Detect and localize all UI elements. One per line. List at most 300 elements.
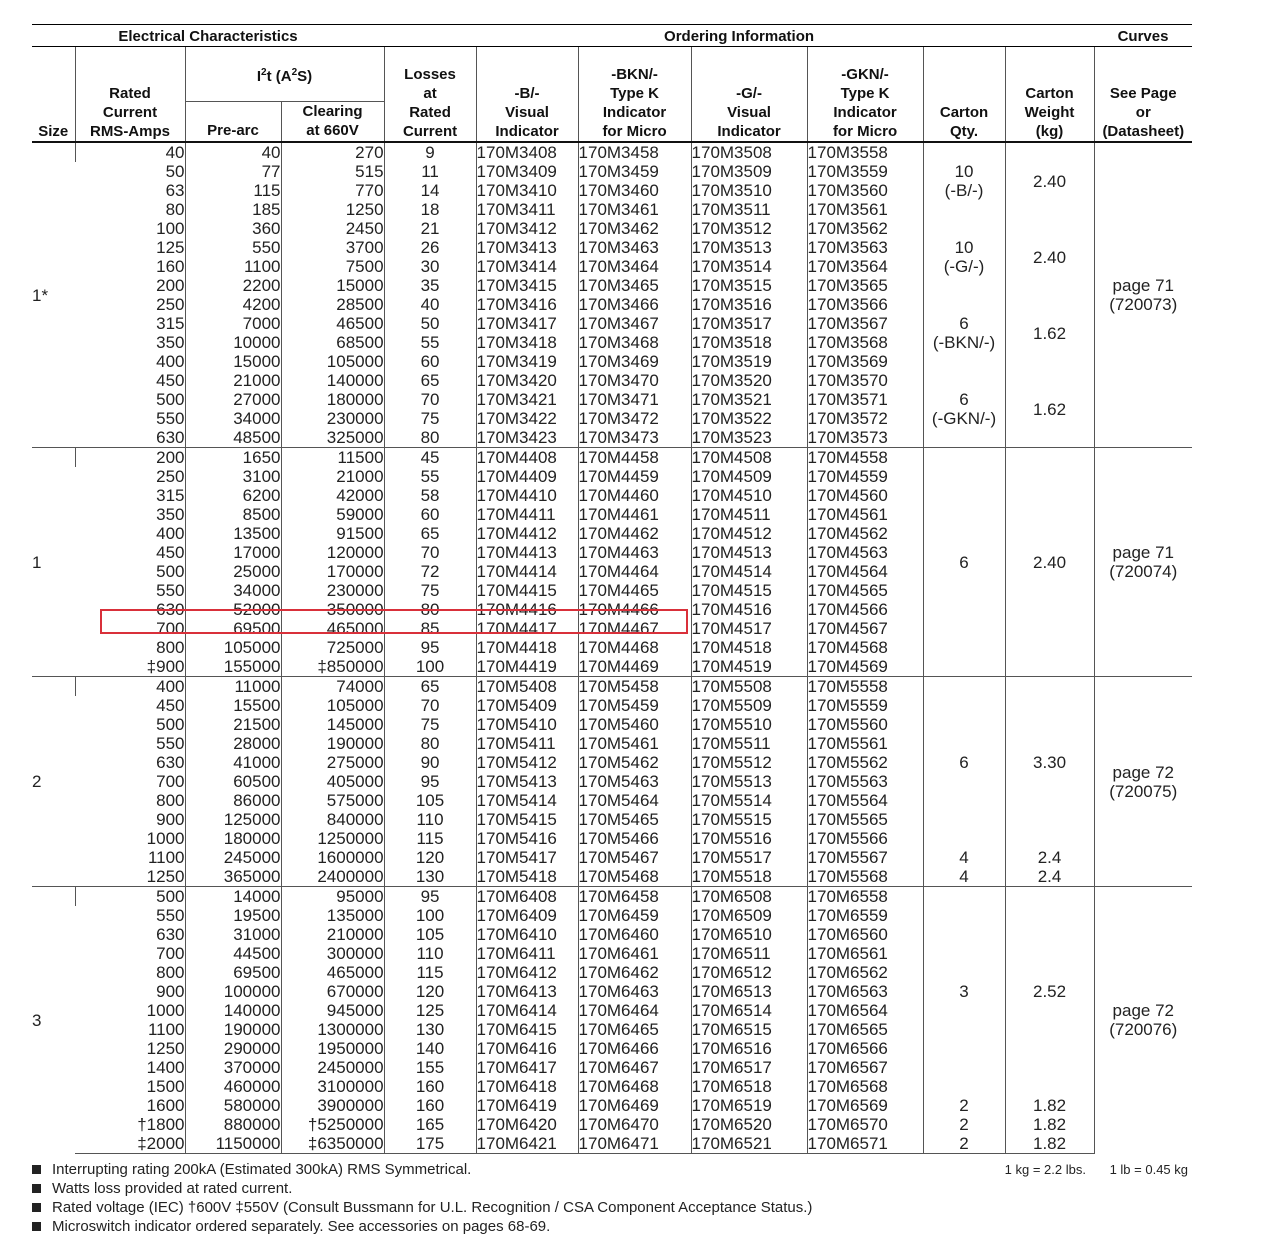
losses-cell: 30 xyxy=(384,257,476,276)
gkn-part-number: 170M4561 xyxy=(807,505,923,524)
carton-qty-cell: 2 xyxy=(923,1115,1005,1134)
b-part-number: 170M3415 xyxy=(476,276,578,295)
g-part-number: 170M3515 xyxy=(691,276,807,295)
g-part-number: 170M4519 xyxy=(691,657,807,677)
rated-current-cell: 250 xyxy=(156,467,185,486)
rated-current-cell: 63 xyxy=(165,181,185,200)
size-cell: 2 xyxy=(32,677,75,887)
gkn-part-number: 170M3566 xyxy=(807,295,923,314)
g-part-number: 170M5510 xyxy=(691,715,807,734)
g-part-number: 170M3517 xyxy=(691,314,807,333)
carton-qty-cell: 6 (-GKN/-) xyxy=(923,371,1005,448)
g-part-number: 170M3518 xyxy=(691,333,807,352)
rated-current-cell: 400 xyxy=(156,524,185,543)
ordering-information-header: Ordering Information xyxy=(384,25,1094,47)
pre-arc-cell: 3100 xyxy=(185,467,281,486)
pre-arc-cell: 360 xyxy=(185,219,281,238)
rated-current-cell: 200 xyxy=(75,448,185,468)
pre-arc-cell: 17000 xyxy=(185,543,281,562)
clearing-cell: 405000 xyxy=(281,772,384,791)
clearing-column-header: Clearing at 660V xyxy=(281,102,384,143)
bkn-part-number: 170M3463 xyxy=(578,238,691,257)
losses-cell: 70 xyxy=(384,390,476,409)
unit-conversions xyxy=(985,1160,1188,1179)
g-part-number: 170M4510 xyxy=(691,486,807,505)
bkn-part-number: 170M6461 xyxy=(578,944,691,963)
b-part-number: 170M4414 xyxy=(476,562,578,581)
rated-current-cell: 500 xyxy=(156,715,185,734)
clearing-cell: 350000 xyxy=(281,600,384,619)
losses-cell: 75 xyxy=(384,581,476,600)
bkn-part-number: 170M5464 xyxy=(578,791,691,810)
losses-cell: 65 xyxy=(384,677,476,697)
rated-current-cell: ‡2000 xyxy=(75,1134,185,1154)
clearing-cell: 325000 xyxy=(281,428,384,448)
b-part-number: 170M3413 xyxy=(476,238,578,257)
size-cell: 1* xyxy=(32,285,49,305)
g-part-number: 170M6516 xyxy=(691,1039,807,1058)
clearing-cell: 1600000 xyxy=(281,848,384,867)
losses-column-header: Losses at Rated Current xyxy=(384,47,476,143)
pre-arc-cell: 31000 xyxy=(185,925,281,944)
g-part-number: 170M4515 xyxy=(691,581,807,600)
gkn-part-number: 170M4567 xyxy=(807,619,923,638)
bkn-part-number: 170M5465 xyxy=(578,810,691,829)
gkn-part-number: 170M4562 xyxy=(807,524,923,543)
bkn-part-number: 170M4466 xyxy=(578,600,691,619)
rated-current-cell: 40 xyxy=(75,142,185,162)
bkn-type-k-column-header: -BKN/- Type K Indicator for Micro xyxy=(578,47,691,143)
clearing-cell: 2450000 xyxy=(281,1058,384,1077)
gkn-part-number: 170M4559 xyxy=(807,467,923,486)
carton-qty-cell: 2 xyxy=(923,1096,1005,1115)
b-part-number: 170M3422 xyxy=(476,409,578,428)
losses-cell: 110 xyxy=(384,810,476,829)
table-row xyxy=(32,677,1192,697)
bkn-part-number: 170M3468 xyxy=(578,333,691,352)
pre-arc-cell: 2200 xyxy=(185,276,281,295)
b-part-number: 170M6416 xyxy=(476,1039,578,1058)
losses-cell: 70 xyxy=(384,543,476,562)
table-row xyxy=(32,867,1192,887)
losses-cell: 60 xyxy=(384,505,476,524)
rated-current-cell: 900 xyxy=(156,982,185,1001)
pre-arc-cell: 6200 xyxy=(185,486,281,505)
losses-cell: 125 xyxy=(384,1001,476,1020)
bkn-part-number: 170M3470 xyxy=(578,371,691,390)
gkn-part-number: 170M3562 xyxy=(807,219,923,238)
pre-arc-cell: 34000 xyxy=(185,581,281,600)
b-part-number: 170M6412 xyxy=(476,963,578,982)
bkn-part-number: 170M3466 xyxy=(578,295,691,314)
g-part-number: 170M6518 xyxy=(691,1077,807,1096)
clearing-cell: 135000 xyxy=(281,906,384,925)
carton-qty-cell: 4 xyxy=(923,848,1005,867)
rated-current-cell: 450 xyxy=(156,543,185,562)
pre-arc-cell: 125000 xyxy=(185,810,281,829)
pre-arc-cell: 1100 xyxy=(185,257,281,276)
pre-arc-cell: 40 xyxy=(185,142,281,162)
losses-cell: 11 xyxy=(384,162,476,181)
pre-arc-cell: 1150000 xyxy=(185,1134,281,1154)
gkn-part-number: 170M5564 xyxy=(807,791,923,810)
clearing-cell: 770 xyxy=(281,181,384,200)
carton-weight-cell: 2.40 xyxy=(1005,448,1094,677)
b-part-number: 170M4411 xyxy=(476,505,578,524)
curve-page-cell: page 71 (720073) xyxy=(1094,142,1192,448)
losses-cell: 65 xyxy=(384,371,476,390)
rated-current-cell: 315 xyxy=(156,314,185,333)
g-part-number: 170M6519 xyxy=(691,1096,807,1115)
carton-weight-cell: 1.62 xyxy=(1005,371,1094,448)
b-part-number: 170M4408 xyxy=(476,448,578,468)
losses-cell: 115 xyxy=(384,829,476,848)
gkn-part-number: 170M5561 xyxy=(807,734,923,753)
clearing-cell: 210000 xyxy=(281,925,384,944)
pre-arc-cell: 44500 xyxy=(185,944,281,963)
gkn-part-number: 170M3570 xyxy=(807,371,923,390)
g-part-number: 170M5513 xyxy=(691,772,807,791)
b-part-number: 170M6419 xyxy=(476,1096,578,1115)
g-part-number: 170M5514 xyxy=(691,791,807,810)
pre-arc-cell: 11000 xyxy=(185,677,281,697)
bkn-part-number: 170M6462 xyxy=(578,963,691,982)
clearing-cell: 575000 xyxy=(281,791,384,810)
bkn-part-number: 170M6458 xyxy=(578,887,691,907)
b-part-number: 170M6420 xyxy=(476,1115,578,1134)
g-part-number: 170M3519 xyxy=(691,352,807,371)
carton-qty-cell: 6 xyxy=(923,677,1005,849)
gkn-part-number: 170M4569 xyxy=(807,657,923,677)
clearing-cell: 91500 xyxy=(281,524,384,543)
carton-qty-cell: 2 xyxy=(923,1134,1005,1154)
rated-current-cell: 550 xyxy=(156,409,185,428)
b-part-number: 170M5417 xyxy=(476,848,578,867)
b-part-number: 170M3417 xyxy=(476,314,578,333)
b-part-number: 170M3409 xyxy=(476,162,578,181)
b-part-number: 170M5410 xyxy=(476,715,578,734)
g-part-number: 170M3514 xyxy=(691,257,807,276)
pre-arc-cell: 14000 xyxy=(185,887,281,907)
b-part-number: 170M4410 xyxy=(476,486,578,505)
losses-cell: 18 xyxy=(384,200,476,219)
clearing-cell: 140000 xyxy=(281,371,384,390)
footnote-text: Rated voltage (IEC) †600V ‡550V (Consult Bussmann for U.L. Recognition / CSA Component Acceptance Status.) xyxy=(52,1199,813,1216)
bkn-part-number: 170M6459 xyxy=(578,906,691,925)
rated-current-cell: 800 xyxy=(156,963,185,982)
gkn-part-number: 170M4568 xyxy=(807,638,923,657)
fuse-spec-table xyxy=(32,24,1192,1154)
clearing-cell: 1250000 xyxy=(281,829,384,848)
b-part-number: 170M6410 xyxy=(476,925,578,944)
rated-current-cell: 1500 xyxy=(146,1077,185,1096)
footnotes xyxy=(32,1160,1192,1236)
pre-arc-cell: 19500 xyxy=(185,906,281,925)
rated-current-cell: 400 xyxy=(75,677,185,697)
clearing-cell: 46500 xyxy=(281,314,384,333)
curves-header: Curves xyxy=(1094,25,1192,47)
clearing-cell: 465000 xyxy=(281,619,384,638)
gkn-part-number: 170M3572 xyxy=(807,409,923,428)
pre-arc-cell: 100000 xyxy=(185,982,281,1001)
g-part-number: 170M3513 xyxy=(691,238,807,257)
b-part-number: 170M4418 xyxy=(476,638,578,657)
losses-cell: 85 xyxy=(384,619,476,638)
gkn-part-number: 170M4558 xyxy=(807,448,923,468)
b-part-number: 170M6411 xyxy=(476,944,578,963)
b-part-number: 170M4416 xyxy=(476,600,578,619)
gkn-part-number: 170M3563 xyxy=(807,238,923,257)
gkn-part-number: 170M3569 xyxy=(807,352,923,371)
b-part-number: 170M5413 xyxy=(476,772,578,791)
losses-cell: 105 xyxy=(384,791,476,810)
pre-arc-cell: 140000 xyxy=(185,1001,281,1020)
g-part-number: 170M4511 xyxy=(691,505,807,524)
gkn-part-number: 170M6559 xyxy=(807,906,923,925)
bkn-part-number: 170M5458 xyxy=(578,677,691,697)
g-part-number: 170M3516 xyxy=(691,295,807,314)
clearing-cell: 2450 xyxy=(281,219,384,238)
table-row xyxy=(32,219,1192,238)
losses-cell: 65 xyxy=(384,524,476,543)
carton-weight-cell: 2.40 xyxy=(1005,219,1094,295)
rated-current-cell: 80 xyxy=(165,200,185,219)
bkn-part-number: 170M5468 xyxy=(578,867,691,887)
pre-arc-cell: 21000 xyxy=(185,371,281,390)
losses-cell: 80 xyxy=(384,734,476,753)
bkn-part-number: 170M5462 xyxy=(578,753,691,772)
rated-current-cell: 1400 xyxy=(146,1058,185,1077)
bkn-part-number: 170M3473 xyxy=(578,428,691,448)
curve-page-cell: page 72 (720076) xyxy=(1094,887,1192,1154)
g-part-number: 170M4509 xyxy=(691,467,807,486)
clearing-cell: 1950000 xyxy=(281,1039,384,1058)
pre-arc-cell: 185 xyxy=(185,200,281,219)
bkn-part-number: 170M5463 xyxy=(578,772,691,791)
clearing-cell: 145000 xyxy=(281,715,384,734)
b-part-number: 170M3420 xyxy=(476,371,578,390)
rated-current-cell: 550 xyxy=(156,734,185,753)
pre-arc-cell: 60500 xyxy=(185,772,281,791)
rated-current-cell: 1000 xyxy=(146,1001,185,1020)
bkn-part-number: 170M5460 xyxy=(578,715,691,734)
rated-current-cell: 500 xyxy=(75,887,185,907)
gkn-part-number: 170M4560 xyxy=(807,486,923,505)
rated-current-cell: 315 xyxy=(156,486,185,505)
rated-current-cell: 630 xyxy=(156,753,185,772)
losses-cell: 160 xyxy=(384,1077,476,1096)
g-part-number: 170M5517 xyxy=(691,848,807,867)
gkn-part-number: 170M3561 xyxy=(807,200,923,219)
b-part-number: 170M3419 xyxy=(476,352,578,371)
b-visual-indicator-column-header: -B/- Visual Indicator xyxy=(476,47,578,143)
clearing-cell: 3700 xyxy=(281,238,384,257)
carton-weight-cell: 2.40 xyxy=(1005,142,1094,219)
gkn-part-number: 170M5563 xyxy=(807,772,923,791)
rated-current-cell: 400 xyxy=(156,352,185,371)
clearing-cell: 170000 xyxy=(281,562,384,581)
square-bullet-icon xyxy=(32,1184,41,1193)
losses-cell: 95 xyxy=(384,887,476,907)
curve-page-cell: page 72 (720075) xyxy=(1094,677,1192,887)
pre-arc-cell: 1650 xyxy=(185,448,281,468)
clearing-cell: 11500 xyxy=(281,448,384,468)
size-cell: 3 xyxy=(32,887,75,1154)
g-part-number: 170M3508 xyxy=(691,142,807,162)
size-cell: 1 xyxy=(32,448,75,677)
footnote-item xyxy=(32,1179,1192,1198)
losses-cell: 58 xyxy=(384,486,476,505)
rated-current-cell: 250 xyxy=(156,295,185,314)
bkn-part-number: 170M4458 xyxy=(578,448,691,468)
gkn-part-number: 170M3560 xyxy=(807,181,923,200)
bkn-part-number: 170M4461 xyxy=(578,505,691,524)
carton-qty-cell: 6 (-BKN/-) xyxy=(923,295,1005,371)
b-part-number: 170M6414 xyxy=(476,1001,578,1020)
rated-current-cell: 1250 xyxy=(146,1039,185,1058)
bkn-part-number: 170M4462 xyxy=(578,524,691,543)
gkn-part-number: 170M3558 xyxy=(807,142,923,162)
gkn-part-number: 170M6560 xyxy=(807,925,923,944)
rated-current-cell: 1600 xyxy=(146,1096,185,1115)
b-part-number: 170M3408 xyxy=(476,142,578,162)
gkn-part-number: 170M5568 xyxy=(807,867,923,887)
g-part-number: 170M4508 xyxy=(691,448,807,468)
pre-arc-cell: 13500 xyxy=(185,524,281,543)
footnote-text: Watts loss provided at rated current. xyxy=(52,1180,293,1197)
pre-arc-cell: 880000 xyxy=(185,1115,281,1134)
b-part-number: 170M3410 xyxy=(476,181,578,200)
pre-arc-cell: 4200 xyxy=(185,295,281,314)
rated-current-cell: 700 xyxy=(156,772,185,791)
pre-arc-cell: 365000 xyxy=(185,867,281,887)
b-part-number: 170M5412 xyxy=(476,753,578,772)
gkn-part-number: 170M6558 xyxy=(807,887,923,907)
carton-weight-cell: 2.4 xyxy=(1005,867,1094,887)
bkn-part-number: 170M6463 xyxy=(578,982,691,1001)
lb-to-kg-note: 1 lb = 0.45 kg xyxy=(1109,1162,1188,1177)
gkn-part-number: 170M6564 xyxy=(807,1001,923,1020)
losses-cell: 105 xyxy=(384,925,476,944)
rated-current-cell: 800 xyxy=(156,638,185,657)
b-part-number: 170M5409 xyxy=(476,696,578,715)
rated-current-cell: 200 xyxy=(156,276,185,295)
rated-current-cell: 1000 xyxy=(146,829,185,848)
clearing-cell: 95000 xyxy=(281,887,384,907)
square-bullet-icon xyxy=(32,1165,41,1174)
pre-arc-cell: 245000 xyxy=(185,848,281,867)
rated-current-cell: 700 xyxy=(156,619,185,638)
pre-arc-cell: 69500 xyxy=(185,963,281,982)
table-row xyxy=(32,887,1192,907)
pre-arc-cell: 48500 xyxy=(185,428,281,448)
g-part-number: 170M3521 xyxy=(691,390,807,409)
bkn-part-number: 170M5467 xyxy=(578,848,691,867)
losses-cell: 55 xyxy=(384,467,476,486)
g-part-number: 170M3523 xyxy=(691,428,807,448)
gkn-part-number: 170M3564 xyxy=(807,257,923,276)
rated-current-column-header: Rated Current RMS-Amps xyxy=(75,47,185,143)
rated-current-cell: ‡900 xyxy=(146,657,185,676)
rated-current-cell: 630 xyxy=(156,600,185,619)
clearing-cell: 105000 xyxy=(281,696,384,715)
rated-current-cell: 1100 xyxy=(147,848,185,867)
bkn-part-number: 170M3472 xyxy=(578,409,691,428)
rated-current-cell: 125 xyxy=(156,238,185,257)
carton-weight-cell: 1.82 xyxy=(1005,1096,1094,1115)
clearing-cell: †5250000 xyxy=(281,1115,384,1134)
gkn-part-number: 170M6565 xyxy=(807,1020,923,1039)
bkn-part-number: 170M6460 xyxy=(578,925,691,944)
clearing-cell: 190000 xyxy=(281,734,384,753)
losses-cell: 72 xyxy=(384,562,476,581)
bkn-part-number: 170M5459 xyxy=(578,696,691,715)
gkn-part-number: 170M6561 xyxy=(807,944,923,963)
square-bullet-icon xyxy=(32,1203,41,1212)
clearing-cell: 945000 xyxy=(281,1001,384,1020)
losses-cell: 155 xyxy=(384,1058,476,1077)
clearing-cell: 230000 xyxy=(281,581,384,600)
see-page-column-header: See Page or (Datasheet) xyxy=(1094,47,1192,143)
rated-current-cell: 100 xyxy=(156,219,185,238)
carton-qty-column-header: Carton Qty. xyxy=(923,47,1005,143)
losses-cell: 9 xyxy=(384,142,476,162)
pre-arc-cell: 115 xyxy=(185,181,281,200)
b-part-number: 170M4415 xyxy=(476,581,578,600)
clearing-cell: 7500 xyxy=(281,257,384,276)
curve-page-cell: page 71 (720074) xyxy=(1094,448,1192,677)
gkn-part-number: 170M6570 xyxy=(807,1115,923,1134)
gkn-part-number: 170M6569 xyxy=(807,1096,923,1115)
b-part-number: 170M5415 xyxy=(476,810,578,829)
g-part-number: 170M6517 xyxy=(691,1058,807,1077)
bkn-part-number: 170M4460 xyxy=(578,486,691,505)
gkn-part-number: 170M6568 xyxy=(807,1077,923,1096)
g-part-number: 170M3511 xyxy=(691,200,807,219)
gkn-part-number: 170M5558 xyxy=(807,677,923,697)
gkn-part-number: 170M6567 xyxy=(807,1058,923,1077)
losses-cell: 55 xyxy=(384,333,476,352)
g-part-number: 170M4514 xyxy=(691,562,807,581)
losses-cell: 14 xyxy=(384,181,476,200)
g-part-number: 170M5509 xyxy=(691,696,807,715)
clearing-cell: 270 xyxy=(281,142,384,162)
losses-cell: 50 xyxy=(384,314,476,333)
bkn-part-number: 170M6471 xyxy=(578,1134,691,1154)
losses-cell: 110 xyxy=(384,944,476,963)
size-column-header: Size xyxy=(32,47,75,143)
table-row xyxy=(32,1134,1192,1154)
pre-arc-cell: 290000 xyxy=(185,1039,281,1058)
bkn-part-number: 170M5461 xyxy=(578,734,691,753)
b-part-number: 170M5418 xyxy=(476,867,578,887)
table-row xyxy=(32,1115,1192,1134)
b-part-number: 170M3418 xyxy=(476,333,578,352)
table-row xyxy=(32,448,1192,468)
gkn-part-number: 170M4565 xyxy=(807,581,923,600)
g-part-number: 170M4518 xyxy=(691,638,807,657)
pre-arc-cell: 15500 xyxy=(185,696,281,715)
b-part-number: 170M3421 xyxy=(476,390,578,409)
b-part-number: 170M3416 xyxy=(476,295,578,314)
losses-cell: 75 xyxy=(384,409,476,428)
pre-arc-cell: 460000 xyxy=(185,1077,281,1096)
rated-current-cell: 700 xyxy=(156,944,185,963)
g-part-number: 170M5515 xyxy=(691,810,807,829)
rated-current-cell: 1250 xyxy=(146,867,185,886)
g-part-number: 170M3520 xyxy=(691,371,807,390)
g-part-number: 170M6513 xyxy=(691,982,807,1001)
